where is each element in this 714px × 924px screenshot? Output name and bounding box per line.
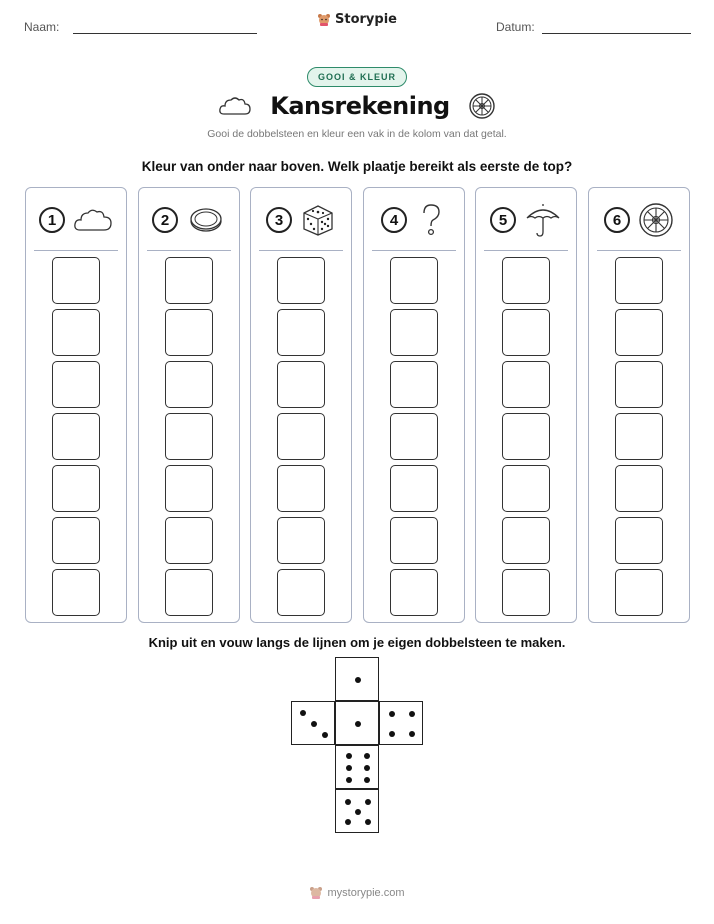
name-line[interactable] <box>73 33 257 34</box>
coloring-cell[interactable] <box>165 257 213 304</box>
die-pip <box>345 819 351 825</box>
coloring-cell[interactable] <box>615 361 663 408</box>
coloring-cell[interactable] <box>390 569 438 616</box>
column-header <box>26 200 126 240</box>
coloring-cell[interactable] <box>502 465 550 512</box>
die-face-3 <box>291 701 335 745</box>
die-pip <box>364 753 370 759</box>
coloring-cell[interactable] <box>390 465 438 512</box>
die-pip <box>346 777 352 783</box>
coloring-cell[interactable] <box>277 413 325 460</box>
column-number: 6 <box>604 207 630 233</box>
die-face-6 <box>335 745 379 789</box>
coloring-cell[interactable] <box>390 361 438 408</box>
die-pip <box>409 711 415 717</box>
column-number: 2 <box>152 207 178 233</box>
footer <box>0 886 714 900</box>
subtitle: Gooi de dobbelsteen en kleur een vak in de kolom van dat getal. <box>207 128 507 140</box>
coloring-cell[interactable] <box>165 361 213 408</box>
coloring-cell[interactable] <box>52 413 100 460</box>
coloring-cell[interactable] <box>277 517 325 564</box>
coloring-cell[interactable] <box>502 569 550 616</box>
die-pip <box>355 721 361 727</box>
column-6 <box>588 187 690 623</box>
coloring-cell[interactable] <box>502 257 550 304</box>
coloring-cell[interactable] <box>52 309 100 356</box>
column-number: 3 <box>266 207 292 233</box>
dice-icon <box>300 202 336 238</box>
coloring-cell[interactable] <box>165 465 213 512</box>
coloring-cell[interactable] <box>502 517 550 564</box>
coloring-cell[interactable] <box>165 309 213 356</box>
brand-logo <box>0 12 714 32</box>
coloring-cell[interactable] <box>52 517 100 564</box>
die-pip <box>389 711 395 717</box>
coloring-cell[interactable] <box>502 309 550 356</box>
coloring-cell[interactable] <box>165 569 213 616</box>
category-badge: GOOI & KLEUR <box>307 67 407 87</box>
coloring-cell[interactable] <box>615 257 663 304</box>
column-divider <box>34 250 118 251</box>
die-face-4 <box>379 701 423 745</box>
coloring-cell[interactable] <box>615 413 663 460</box>
die-pip <box>311 721 317 727</box>
coloring-cell[interactable] <box>52 569 100 616</box>
coloring-cell[interactable] <box>277 465 325 512</box>
coin-icon <box>186 206 226 234</box>
umbrella-icon <box>524 201 562 239</box>
cloud-icon <box>73 206 113 234</box>
page-title: Kansrekening <box>270 92 450 120</box>
die-pip <box>364 765 370 771</box>
column-1 <box>25 187 127 623</box>
coloring-cell[interactable] <box>52 361 100 408</box>
coloring-cell[interactable] <box>615 569 663 616</box>
date-line[interactable] <box>542 33 691 34</box>
coloring-cell[interactable] <box>277 309 325 356</box>
die-pip <box>345 799 351 805</box>
column-number: 1 <box>39 207 65 233</box>
coloring-cell[interactable] <box>277 257 325 304</box>
die-face-1 <box>335 657 379 701</box>
brand-name: Storypie <box>335 12 397 27</box>
die-pip <box>346 765 352 771</box>
coloring-cell[interactable] <box>390 257 438 304</box>
column-header <box>476 200 576 240</box>
column-divider <box>597 250 681 251</box>
coloring-cell[interactable] <box>502 361 550 408</box>
coloring-cell[interactable] <box>390 309 438 356</box>
instruction-heading: Kleur van onder naar boven. Welk plaatje bereikt als eerste de top? <box>141 159 573 174</box>
coloring-cell[interactable] <box>502 413 550 460</box>
die-pip <box>300 710 306 716</box>
coloring-cell[interactable] <box>52 465 100 512</box>
die-pip <box>355 677 361 683</box>
die-pip <box>322 732 328 738</box>
column-header <box>364 200 464 240</box>
die-face-1 <box>335 701 379 745</box>
die-pip <box>389 731 395 737</box>
cloud-icon <box>218 94 252 118</box>
column-2 <box>138 187 240 623</box>
die-pip <box>346 753 352 759</box>
coloring-cell[interactable] <box>277 361 325 408</box>
column-divider <box>147 250 231 251</box>
die-pip <box>365 819 371 825</box>
die-face-5 <box>335 789 379 833</box>
wheel-icon <box>468 92 496 120</box>
die-pip <box>365 799 371 805</box>
die-pip <box>355 809 361 815</box>
column-5 <box>475 187 577 623</box>
question-mark-icon <box>415 201 447 239</box>
name-label: Naam: <box>24 20 60 34</box>
coloring-cell[interactable] <box>615 517 663 564</box>
column-divider <box>259 250 343 251</box>
coloring-cell[interactable] <box>615 309 663 356</box>
coloring-cell[interactable] <box>165 413 213 460</box>
column-header <box>589 200 689 240</box>
column-3 <box>250 187 352 623</box>
column-number: 4 <box>381 207 407 233</box>
column-4 <box>363 187 465 623</box>
coloring-cell[interactable] <box>277 569 325 616</box>
column-divider <box>484 250 568 251</box>
column-number: 5 <box>490 207 516 233</box>
coloring-cell[interactable] <box>390 517 438 564</box>
coloring-cell[interactable] <box>390 413 438 460</box>
wheel-icon <box>638 202 674 238</box>
date-label: Datum: <box>496 20 535 34</box>
coloring-cell[interactable] <box>615 465 663 512</box>
column-header <box>251 200 351 240</box>
column-header <box>139 200 239 240</box>
bear-mascot-icon <box>317 13 331 27</box>
coloring-cell[interactable] <box>52 257 100 304</box>
die-pip <box>364 777 370 783</box>
bear-mascot-icon <box>309 886 323 900</box>
coloring-cell[interactable] <box>165 517 213 564</box>
column-divider <box>372 250 456 251</box>
die-pip <box>409 731 415 737</box>
footer-url: mystorypie.com <box>327 887 405 899</box>
cutout-instruction: Knip uit en vouw langs de lijnen om je eigen dobbelsteen te maken. <box>148 635 566 650</box>
